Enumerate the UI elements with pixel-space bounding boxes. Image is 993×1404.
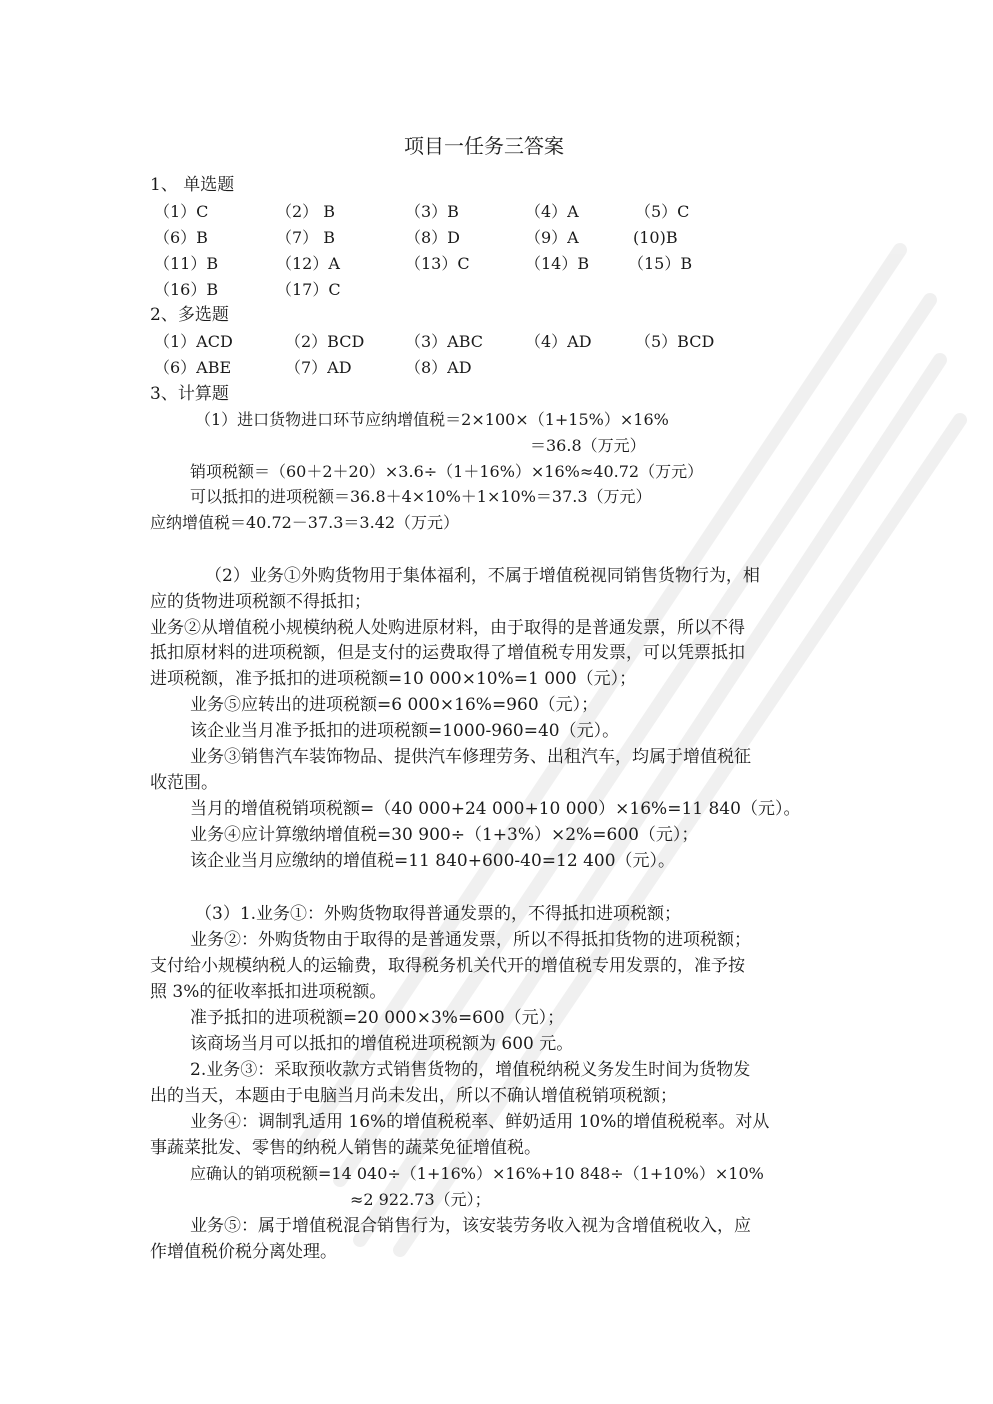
body-line: 抵扣原材料的进项税额，但是支付的运费取得了增值税专用发票，可以凭票抵扣 [150,643,745,663]
answer-item: （12）A [276,254,340,273]
answer-item: （4）A [525,202,579,221]
answer-item: （1）C [154,202,209,221]
answer-item: （3）B [405,202,459,221]
answer-item: （6）ABE [154,358,232,377]
body-line: 支付给小规模纳税人的运输费，取得税务机关代开的增值税专用发票的，准予按 [150,956,745,976]
body-line: 业务⑤应转出的进项税额=6 000×16%=960（元）； [190,695,599,715]
answer-item: （7）AD [285,358,352,377]
calc-line: 应纳增值税＝40.72－37.3＝3.42（万元） [150,513,460,532]
answer-item: （9）A [525,228,579,247]
body-line: 业务④：调制乳适用 16%的增值税税率、鲜奶适用 10%的增值税税率。对从 [190,1112,770,1132]
answer-item: （13）C [405,254,470,273]
answer-item: （5）BCD [635,332,715,351]
answer-item: （3）ABC [405,332,484,351]
section-heading: 3、计算题 [150,384,229,404]
answer-item: （8）D [405,228,461,247]
body-line: 业务④应计算缴纳增值税=30 900÷（1+3%）×2%=600（元）； [190,825,699,845]
body-line: 照 3%的征收率抵扣进项税额。 [150,982,387,1002]
body-line: 2.业务③：采取预收款方式销售货物的，增值税纳税义务发生时间为货物发 [190,1060,751,1080]
answer-item: (10)B [633,228,678,247]
body-line: 应的货物进项税额不得抵扣； [150,592,371,612]
body-line: 该商场当月可以抵扣的增值税进项税额为 600 元。 [190,1034,574,1054]
calc-line: 可以抵扣的进项税额＝36.8＋4×10%＋1×10%＝37.3（万元） [190,487,652,506]
body-line: 业务②从增值税小规模纳税人处购进原材料，由于取得的是普通发票，所以不得 [150,618,745,638]
answer-item: （6）B [154,228,208,247]
section-heading: 2、多选题 [150,305,229,325]
page-title: 项目一任务三答案 [404,134,564,158]
answer-item: （8）AD [405,358,472,377]
body-line: 该企业当月应缴纳的增值税=11 840+600-40=12 400（元）。 [190,851,676,871]
calc-line: （1）进口货物进口环节应纳增值税＝2×100×（1+15%）×16% [195,410,669,429]
answer-item: （1）ACD [154,332,233,351]
body-line: 事蔬菜批发、零售的纳税人销售的蔬菜免征增值税。 [150,1138,541,1158]
body-line: 收范围。 [150,773,218,793]
body-line: 该企业当月准予抵扣的进项税额=1000-960=40（元）。 [190,721,620,741]
body-line: 业务③销售汽车装饰物品、提供汽车修理劳务、出租汽车，均属于增值税征 [190,747,751,767]
calc-line: ≈2 922.73（元）； [350,1190,491,1209]
answer-item: （16）B [154,280,219,299]
answer-item: （7） B [276,228,336,247]
body-line: （2）业务①外购货物用于集体福利，不属于增值税视同销售货物行为，相 [205,566,760,586]
answer-item: （14）B [525,254,590,273]
answer-item: （2）BCD [285,332,365,351]
body-line: 业务⑤：属于增值税混合销售行为，该安装劳务收入视为含增值税收入，应 [190,1216,751,1236]
calc-line: ＝36.8（万元） [530,436,646,455]
calc-line: 销项税额＝（60＋2＋20）×3.6÷（1＋16%）×16%≈40.72（万元） [190,462,704,481]
body-line: （3）1.业务①：外购货物取得普通发票的，不得抵扣进项税额； [195,904,682,924]
body-line: 当月的增值税销项税额=（40 000+24 000+10 000）×16%=11 840（元）。 [190,799,801,819]
answer-item: （2） B [276,202,336,221]
body-line: 准予抵扣的进项税额=20 000×3%=600（元）； [190,1008,565,1028]
calc-line: 应确认的销项税额=14 040÷（1+16%）×16%+10 848÷（1+10%）×10% [190,1164,764,1183]
answer-item: （4）AD [525,332,592,351]
section-heading: 1、 单选题 [150,175,235,195]
answer-item: （11）B [154,254,219,273]
answer-item: （15）B [628,254,693,273]
answer-item: （17）C [276,280,341,299]
body-line: 进项税额，准予抵扣的进项税额=10 000×10%=1 000（元）； [150,669,637,689]
body-line: 业务②：外购货物由于取得的是普通发票，所以不得抵扣货物的进项税额； [190,930,751,950]
body-line: 作增值税价税分离处理。 [150,1242,337,1262]
answer-item: （5）C [635,202,690,221]
body-line: 出的当天，本题由于电脑当月尚未发出，所以不确认增值税销项税额； [150,1086,677,1106]
